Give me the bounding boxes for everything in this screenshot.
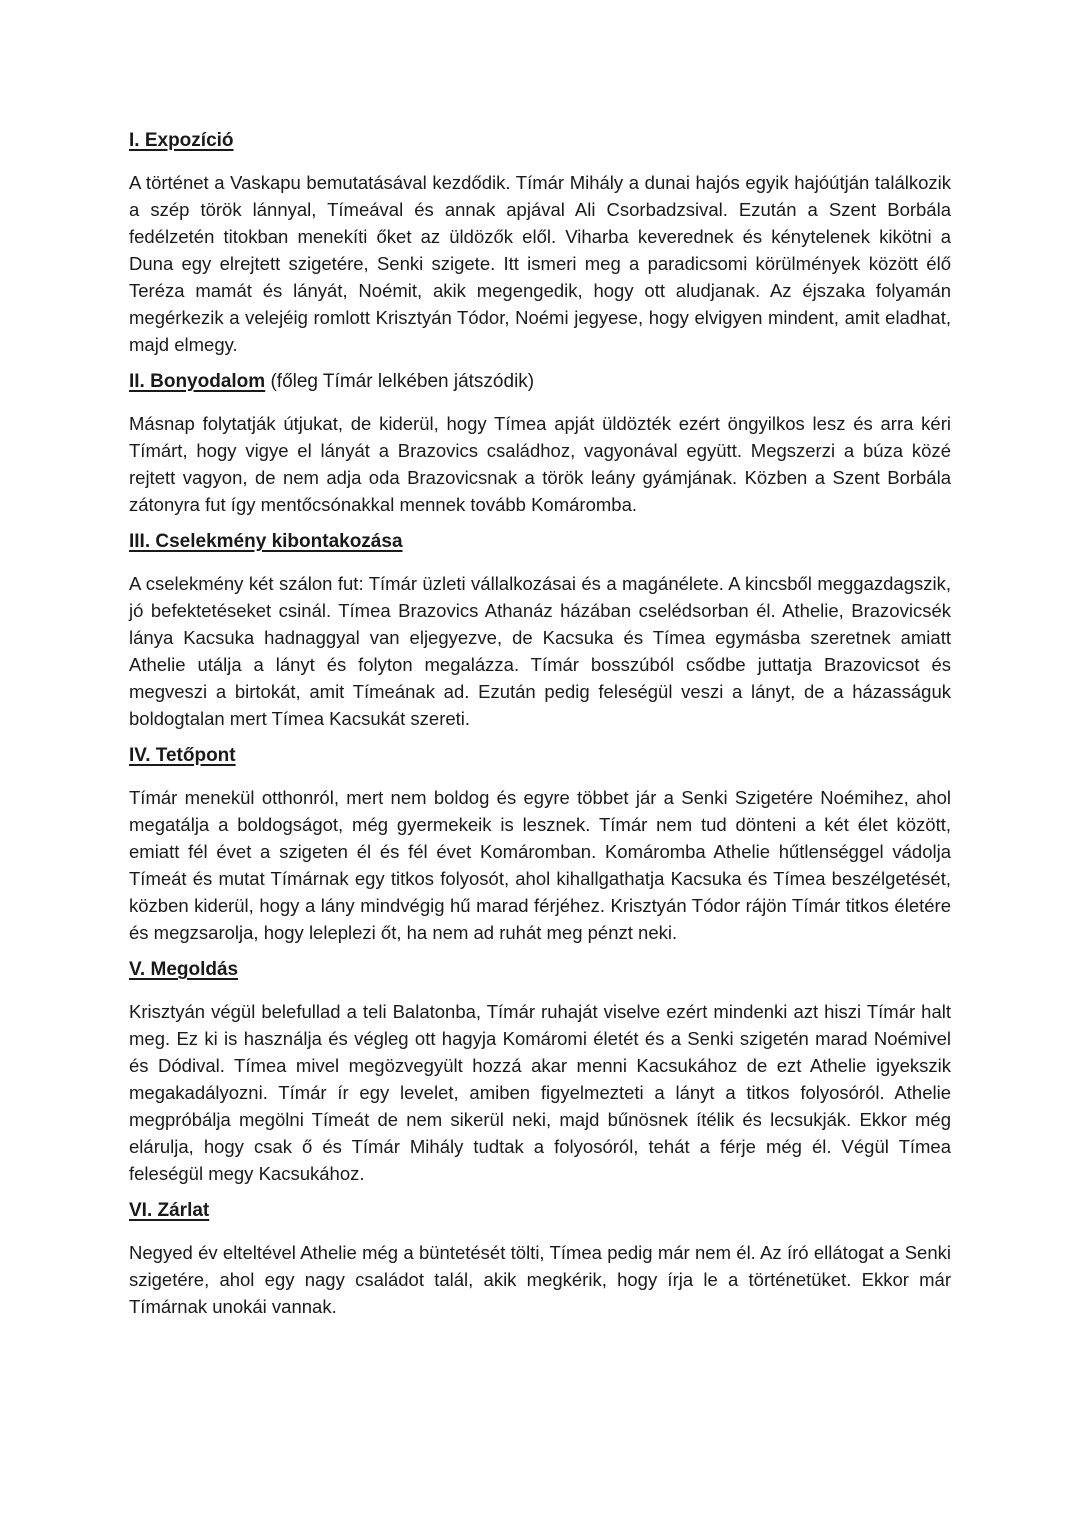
- section-megoldas: [129, 957, 951, 1187]
- section-title: IV. Tetőpont: [129, 745, 236, 766]
- section-subtitle: (főleg Tímár lelkében játszódik): [265, 371, 535, 392]
- section-heading: [129, 743, 951, 769]
- section-paragraph: Másnap folytatják útjukat, de kiderül, hogy Tímea apját üldözték ezért öngyilkos lesz és arra kéri Tímárt, hogy vigye el lányát a Brazovics családhoz, vagyonával együtt. Megszerzi a búza közé rejtett vagyon, de nem adja oda Brazovicsnak a török leány gyámjának. Közben a Szent Borbála zátonyra fut így mentőcsónakkal mennek tovább Komáromba.: [129, 413, 951, 515]
- section-tetopont: [129, 743, 951, 946]
- section-title: I. Expozíció: [129, 130, 234, 151]
- section-expozicio: [129, 128, 951, 358]
- section-heading: [129, 529, 951, 555]
- section-paragraph: Tímár menekül otthonról, mert nem boldog és egyre többet jár a Senki Szigetére Noémihez, ahol megatálja a boldogságot, még gyermekeik is lesznek. Tímár nem tud dönteni a két élet között, emiatt fél évet a szigeten él és fél évet Komáromban. Komáromba Athelie hűtlenséggel vádolja Tímeát és mutat Tímárnak egy titkos folyosót, ahol kihallgathatja Kacsuka és Tímea beszélgetését, közben kiderül, hogy a lány mindvégig hű marad férjéhez. Krisztyán Tódor rájön Tímár titkos életére és megzsarolja, hogy leleplezi őt, ha nem ad ruhát meg pénzt neki.: [129, 787, 951, 943]
- section-heading: [129, 1198, 951, 1224]
- section-title: V. Megoldás: [129, 959, 239, 980]
- section-bonyodalom: [129, 369, 951, 518]
- section-heading: [129, 369, 951, 395]
- section-paragraph: A cselekmény két szálon fut: Tímár üzleti vállalkozásai és a magánélete. A kincsből meggazdagszik, jó befektetéseket csinál. Tímea Brazovics Athanáz házában cselédsorban él. Athelie, Brazovicsék lánya Kacsuka hadnaggyal van eljegyezve, de Kacsuka és Tímea egymásba szeretnek amiatt Athelie utálja a lányt és folyton megalázza. Tímár bosszúból csődbe juttatja Brazovicsot és megveszi a birtokát, amit Tímeának ad. Ezután pedig feleségül veszi a lányt, de a házasságuk boldogtalan mert Tímea Kacsukát szereti.: [129, 573, 951, 729]
- section-heading: [129, 957, 951, 983]
- section-heading: [129, 128, 951, 154]
- section-paragraph: Krisztyán végül belefullad a teli Balatonba, Tímár ruhaját viselve ezért mindenki azt hiszi Tímár halt meg. Ez ki is használja és végleg ott hagyja Komáromi életét és a Senki szigetén marad Noémivel és Dódival. Tímea mivel megözvegyült hozzá akar menni Kacsukához de ezt Athelie igyekszik megakadályozni. Tímár ír egy levelet, amiben figyelmezteti a lányt a titkos folyosóról. Athelie megpróbálja megölni Tímeát de nem sikerül neki, majd bűnösnek ítélik és lecsukják. Ekkor még elárulja, hogy csak ő és Tímár Mihály tudtak a folyosóról, tehát a férje még él. Végül Tímea feleségül megy Kacsukához.: [129, 1001, 951, 1184]
- section-zarlat: [129, 1198, 951, 1320]
- document-page: [129, 128, 951, 1331]
- section-title: VI. Zárlat: [129, 1200, 210, 1221]
- section-paragraph: Negyed év elteltével Athelie még a büntetését tölti, Tímea pedig már nem él. Az író ellátogat a Senki szigetére, ahol egy nagy családot talál, akik megkérik, hogy írja le a történetüket. Ekkor már Tímárnak unokái vannak.: [129, 1242, 951, 1317]
- section-title: III. Cselekmény kibontakozása: [129, 531, 403, 552]
- section-title: II. Bonyodalom: [129, 371, 266, 392]
- section-cselekmeny-kibontakozasa: [129, 529, 951, 732]
- section-paragraph: A történet a Vaskapu bemutatásával kezdődik. Tímár Mihály a dunai hajós egyik hajóútján találkozik a szép török lánnyal, Tímeával és annak apjával Ali Csorbadzsival. Ezután a Szent Borbála fedélzetén titokban menekíti őket az üldözők elől. Viharba keverednek és kénytelenek kikötni a Duna egy elrejtett szigetére, Senki szigete. Itt ismeri meg a paradicsomi körülmények között élő Teréza mamát és lányát, Noémit, akik megengedik, hogy ott aludjanak. Az éjszaka folyamán megérkezik a velejéig romlott Krisztyán Tódor, Noémi jegyese, hogy elvigyen mindent, amit eladhat, majd elmegy.: [129, 172, 951, 355]
